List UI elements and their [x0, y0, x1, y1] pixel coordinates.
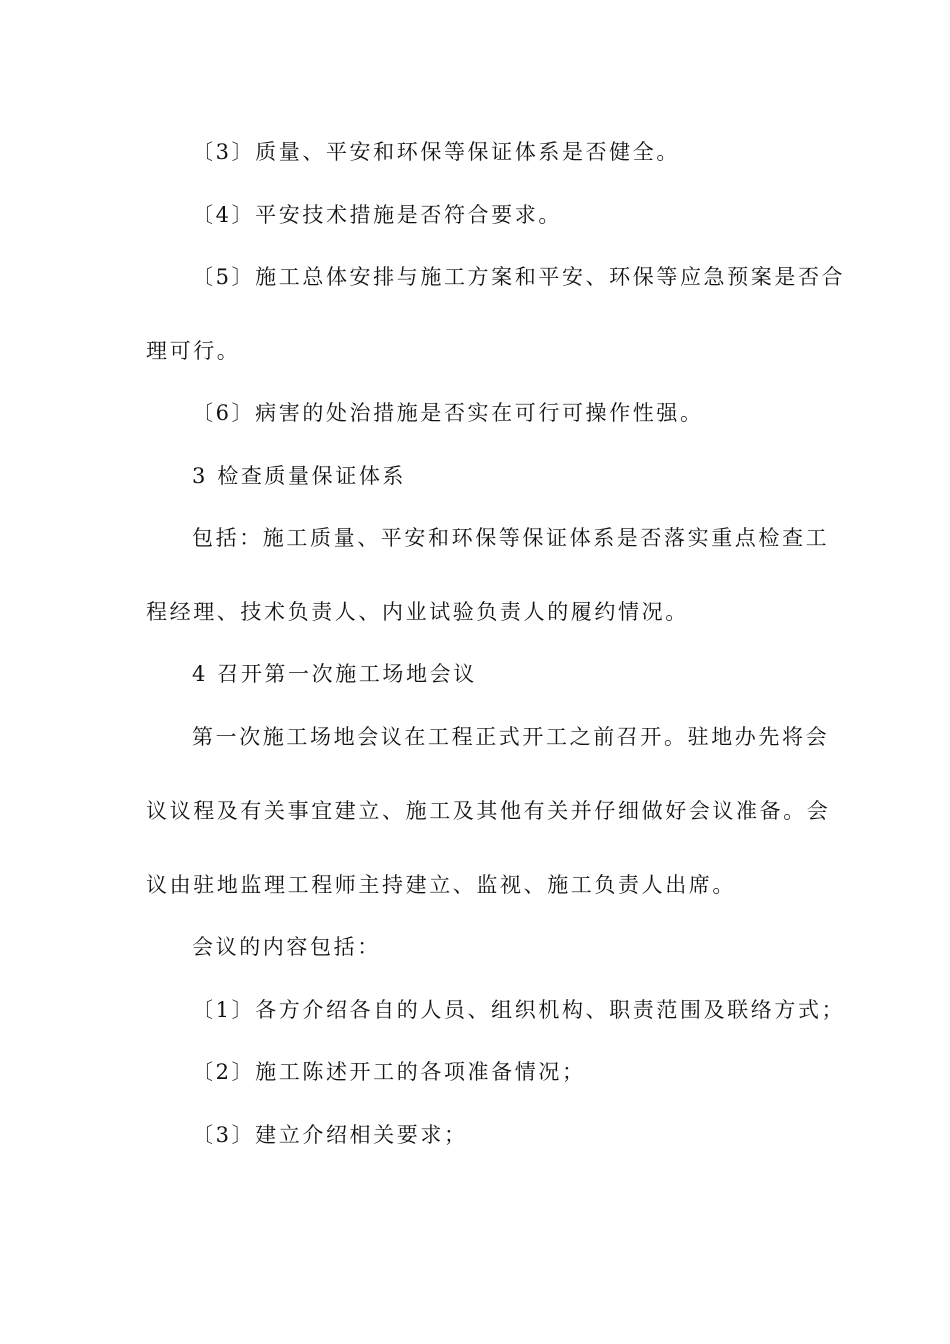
list-item-2-preparations: 〔2〕施工陈述开工的各项准备情况；: [192, 1060, 586, 1084]
paragraph-includes: 包括：施工质量、平安和环保等保证体系是否落实重点检查工: [192, 526, 830, 550]
paragraph-first-meeting-line-3: 议由驻地监理工程师主持建立、监视、施工负责人出席。: [146, 873, 736, 897]
section-heading-4: 4 召开第一次施工场地会议: [192, 662, 477, 686]
list-item-6-treatment-measures: 〔6〕病害的处治措施是否实在可行可操作性强。: [192, 401, 704, 425]
paragraph-meeting-content: 会议的内容包括：: [192, 935, 381, 959]
list-item-5-continuation: 理可行。: [146, 339, 241, 363]
list-item-3-requirements: 〔3〕建立介绍相关要求；: [192, 1123, 468, 1147]
list-item-4-safety-measures: 〔4〕平安技术措施是否符合要求。: [192, 203, 562, 227]
list-item-3-quality-system: 〔3〕质量、平安和环保等保证体系是否健全。: [192, 140, 680, 164]
paragraph-includes-continuation: 程经理、技术负责人、内业试验负责人的履约情况。: [146, 600, 689, 624]
list-item-5-construction-plan: 〔5〕施工总体安排与施工方案和平安、环保等应急预案是否合: [192, 265, 846, 289]
list-item-1-introductions: 〔1〕各方介绍各自的人员、组织机构、职责范围及联络方式；: [192, 998, 846, 1022]
paragraph-first-meeting-line-2: 议议程及有关事宜建立、施工及其他有关并仔细做好会议准备。会: [146, 799, 831, 823]
section-heading-3: 3 检查质量保证体系: [192, 464, 407, 488]
paragraph-first-meeting: 第一次施工场地会议在工程正式开工之前召开。驻地办先将会: [192, 725, 830, 749]
